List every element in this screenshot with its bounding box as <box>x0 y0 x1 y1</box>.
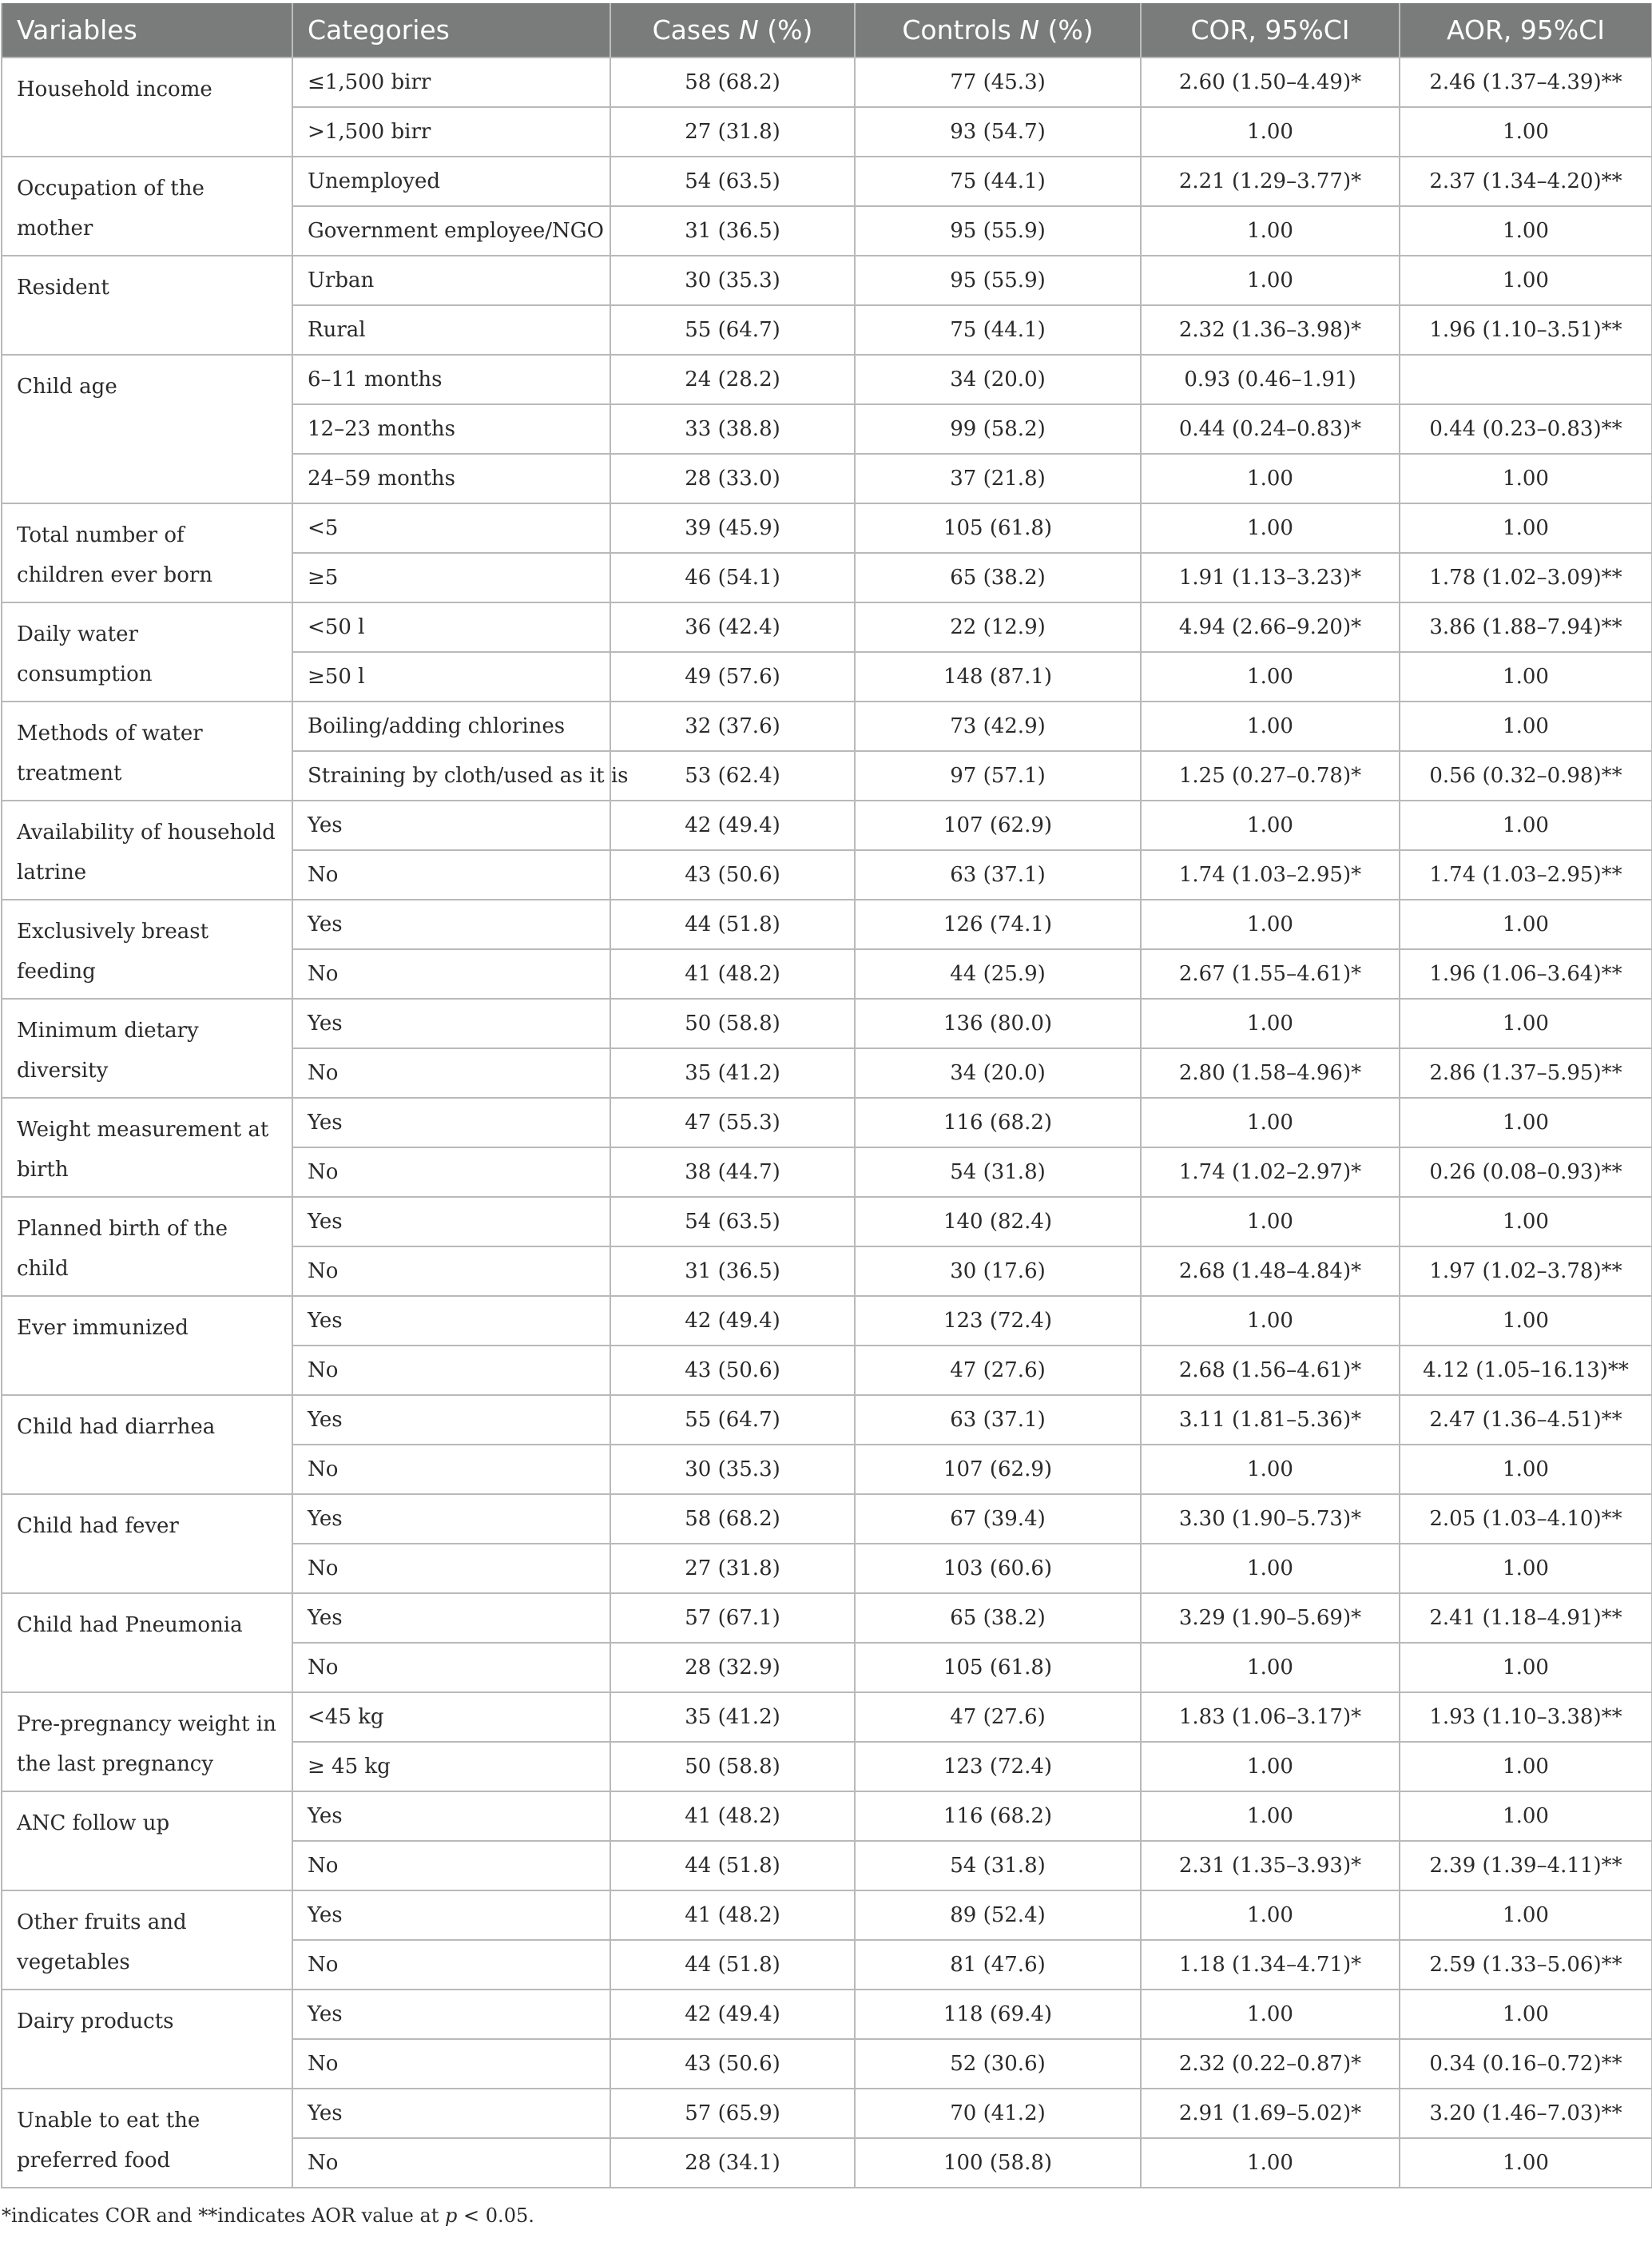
category-cell: 24–59 months <box>292 454 610 503</box>
aor-cell: 3.20 (1.46–7.03)** <box>1400 2089 1652 2138</box>
cases-cell: 35 (41.2) <box>610 1048 855 1098</box>
footnote: *indicates COR and **indicates AOR value at p < 0.05. <box>2 2204 534 2227</box>
cor-cell: 1.00 <box>1141 1296 1400 1346</box>
controls-cell: 75 (44.1) <box>855 157 1141 206</box>
aor-cell: 1.00 <box>1400 702 1652 751</box>
cases-cell: 58 (68.2) <box>610 1494 855 1544</box>
controls-cell: 123 (72.4) <box>855 1742 1141 1791</box>
table-row <box>2 355 1652 404</box>
table-row <box>2 1890 1652 1940</box>
category-cell: Yes <box>292 999 610 1048</box>
table-body <box>2 58 1652 2188</box>
controls-cell: 81 (47.6) <box>855 1940 1141 1990</box>
cor-cell: 1.00 <box>1141 206 1400 256</box>
cor-cell: 2.31 (1.35–3.93)* <box>1141 1841 1400 1890</box>
category-cell: Yes <box>292 1890 610 1940</box>
cor-cell: 1.91 (1.13–3.23)* <box>1141 553 1400 602</box>
variable-cell: Planned birth of the child <box>2 1197 292 1296</box>
aor-cell: 2.59 (1.33–5.06)** <box>1400 1940 1652 1990</box>
aor-cell: 2.05 (1.03–4.10)** <box>1400 1494 1652 1544</box>
controls-cell: 126 (74.1) <box>855 900 1141 949</box>
table-row <box>2 1296 1652 1346</box>
aor-cell: 1.00 <box>1400 503 1652 553</box>
table-row <box>2 157 1652 206</box>
cor-cell: 1.74 (1.02–2.97)* <box>1141 1147 1400 1197</box>
cases-cell: 44 (51.8) <box>610 1841 855 1890</box>
cases-cell: 42 (49.4) <box>610 1296 855 1346</box>
variable-cell: Dairy products <box>2 1990 292 2089</box>
controls-cell: 89 (52.4) <box>855 1890 1141 1940</box>
controls-cell: 63 (37.1) <box>855 1395 1141 1445</box>
table-row <box>2 602 1652 652</box>
cor-cell: 1.00 <box>1141 900 1400 949</box>
header-controls: Controls N (%) <box>855 3 1141 58</box>
cor-cell: 2.32 (0.22–0.87)* <box>1141 2039 1400 2089</box>
cases-cell: 43 (50.6) <box>610 1346 855 1395</box>
controls-cell: 75 (44.1) <box>855 305 1141 355</box>
controls-cell: 70 (41.2) <box>855 2089 1141 2138</box>
cases-cell: 30 (35.3) <box>610 256 855 305</box>
cases-cell: 28 (34.1) <box>610 2138 855 2188</box>
cor-cell: 1.00 <box>1141 999 1400 1048</box>
aor-cell: 1.00 <box>1400 1544 1652 1593</box>
cor-cell: 3.11 (1.81–5.36)* <box>1141 1395 1400 1445</box>
controls-cell: 47 (27.6) <box>855 1692 1141 1742</box>
cor-cell: 1.00 <box>1141 256 1400 305</box>
table-row <box>2 801 1652 850</box>
cases-cell: 35 (41.2) <box>610 1692 855 1742</box>
table-header <box>2 3 1652 58</box>
cases-cell: 39 (45.9) <box>610 503 855 553</box>
cases-cell: 27 (31.8) <box>610 107 855 157</box>
category-cell: 12–23 months <box>292 404 610 454</box>
cases-cell: 54 (63.5) <box>610 1197 855 1246</box>
aor-cell: 0.56 (0.32–0.98)** <box>1400 751 1652 801</box>
aor-cell: 1.00 <box>1400 1742 1652 1791</box>
cor-cell: 1.00 <box>1141 652 1400 702</box>
variable-cell: ANC follow up <box>2 1791 292 1890</box>
controls-cell: 95 (55.9) <box>855 206 1141 256</box>
controls-cell: 34 (20.0) <box>855 355 1141 404</box>
controls-cell: 22 (12.9) <box>855 602 1141 652</box>
aor-cell: 1.00 <box>1400 2138 1652 2188</box>
cases-cell: 31 (36.5) <box>610 206 855 256</box>
cases-cell: 32 (37.6) <box>610 702 855 751</box>
aor-cell: 1.00 <box>1400 1643 1652 1692</box>
cor-cell: 1.00 <box>1141 1890 1400 1940</box>
aor-cell <box>1400 355 1652 404</box>
cor-cell: 4.94 (2.66–9.20)* <box>1141 602 1400 652</box>
category-cell: No <box>292 1445 610 1494</box>
header-cor: COR, 95%CI <box>1141 3 1400 58</box>
aor-cell: 1.00 <box>1400 1098 1652 1147</box>
variable-cell: Other fruits and vegetables <box>2 1890 292 1990</box>
category-cell: 6–11 months <box>292 355 610 404</box>
cor-cell: 1.00 <box>1141 503 1400 553</box>
category-cell: ≥ 45 kg <box>292 1742 610 1791</box>
category-cell: No <box>292 2138 610 2188</box>
cor-cell: 2.67 (1.55–4.61)* <box>1141 949 1400 999</box>
aor-cell: 2.41 (1.18–4.91)** <box>1400 1593 1652 1643</box>
controls-cell: 95 (55.9) <box>855 256 1141 305</box>
category-cell: ≥5 <box>292 553 610 602</box>
cor-cell: 1.00 <box>1141 1791 1400 1841</box>
controls-cell: 123 (72.4) <box>855 1296 1141 1346</box>
aor-cell: 4.12 (1.05–16.13)** <box>1400 1346 1652 1395</box>
controls-cell: 37 (21.8) <box>855 454 1141 503</box>
aor-cell: 1.96 (1.10–3.51)** <box>1400 305 1652 355</box>
cor-cell: 1.00 <box>1141 107 1400 157</box>
cor-cell: 2.68 (1.48–4.84)* <box>1141 1246 1400 1296</box>
cor-cell: 1.00 <box>1141 454 1400 503</box>
category-cell: Yes <box>292 1098 610 1147</box>
category-cell: Yes <box>292 1296 610 1346</box>
table-row <box>2 2089 1652 2138</box>
cases-cell: 42 (49.4) <box>610 801 855 850</box>
controls-cell: 140 (82.4) <box>855 1197 1141 1246</box>
variable-cell: Child had fever <box>2 1494 292 1593</box>
cor-cell: 2.32 (1.36–3.98)* <box>1141 305 1400 355</box>
controls-cell: 105 (61.8) <box>855 1643 1141 1692</box>
cor-cell: 1.00 <box>1141 1197 1400 1246</box>
table-row <box>2 999 1652 1048</box>
controls-cell: 97 (57.1) <box>855 751 1141 801</box>
cases-cell: 44 (51.8) <box>610 900 855 949</box>
category-cell: Yes <box>292 900 610 949</box>
cor-cell: 1.00 <box>1141 1990 1400 2039</box>
table-row <box>2 900 1652 949</box>
category-cell: ≤1,500 birr <box>292 58 610 107</box>
controls-cell: 67 (39.4) <box>855 1494 1141 1544</box>
aor-cell: 1.97 (1.02–3.78)** <box>1400 1246 1652 1296</box>
cor-cell: 0.44 (0.24–0.83)* <box>1141 404 1400 454</box>
table-row <box>2 1791 1652 1841</box>
controls-cell: 116 (68.2) <box>855 1098 1141 1147</box>
cases-cell: 49 (57.6) <box>610 652 855 702</box>
category-cell: ≥50 l <box>292 652 610 702</box>
aor-cell: 1.74 (1.03–2.95)** <box>1400 850 1652 900</box>
category-cell: Yes <box>292 1197 610 1246</box>
category-cell: No <box>292 1147 610 1197</box>
controls-cell: 54 (31.8) <box>855 1841 1141 1890</box>
variable-cell: Availability of household latrine <box>2 801 292 900</box>
controls-cell: 107 (62.9) <box>855 1445 1141 1494</box>
controls-cell: 100 (58.8) <box>855 2138 1141 2188</box>
controls-cell: 52 (30.6) <box>855 2039 1141 2089</box>
table-row <box>2 58 1652 107</box>
cases-cell: 58 (68.2) <box>610 58 855 107</box>
aor-cell: 1.93 (1.10–3.38)** <box>1400 1692 1652 1742</box>
variable-cell: Occupation of the mother <box>2 157 292 256</box>
category-cell: No <box>292 1544 610 1593</box>
aor-cell: 0.34 (0.16–0.72)** <box>1400 2039 1652 2089</box>
aor-cell: 1.00 <box>1400 801 1652 850</box>
variable-cell: Total number of children ever born <box>2 503 292 602</box>
cases-cell: 36 (42.4) <box>610 602 855 652</box>
category-cell: Yes <box>292 1593 610 1643</box>
header-categories: Categories <box>292 3 610 58</box>
variable-cell: Methods of water treatment <box>2 702 292 801</box>
aor-cell: 2.47 (1.36–4.51)** <box>1400 1395 1652 1445</box>
cor-cell: 1.74 (1.03–2.95)* <box>1141 850 1400 900</box>
cases-cell: 55 (64.7) <box>610 305 855 355</box>
table-row <box>2 1494 1652 1544</box>
category-cell: Unemployed <box>292 157 610 206</box>
aor-cell: 2.37 (1.34–4.20)** <box>1400 157 1652 206</box>
category-cell: <45 kg <box>292 1692 610 1742</box>
category-cell: Yes <box>292 1395 610 1445</box>
controls-cell: 65 (38.2) <box>855 1593 1141 1643</box>
aor-cell: 1.78 (1.02–3.09)** <box>1400 553 1652 602</box>
cor-cell: 1.00 <box>1141 1445 1400 1494</box>
cases-cell: 54 (63.5) <box>610 157 855 206</box>
aor-cell: 1.00 <box>1400 652 1652 702</box>
aor-cell: 1.00 <box>1400 1296 1652 1346</box>
cases-cell: 57 (65.9) <box>610 2089 855 2138</box>
cor-cell: 1.00 <box>1141 1742 1400 1791</box>
variable-cell: Pre-pregnancy weight in the last pregnancy <box>2 1692 292 1791</box>
cases-cell: 43 (50.6) <box>610 850 855 900</box>
aor-cell: 1.00 <box>1400 1197 1652 1246</box>
category-cell: Rural <box>292 305 610 355</box>
variable-cell: Child had Pneumonia <box>2 1593 292 1692</box>
aor-cell: 2.39 (1.39–4.11)** <box>1400 1841 1652 1890</box>
category-cell: No <box>292 1643 610 1692</box>
variable-cell: Household income <box>2 58 292 157</box>
aor-cell: 2.46 (1.37–4.39)** <box>1400 58 1652 107</box>
cases-cell: 28 (32.9) <box>610 1643 855 1692</box>
header-variables: Variables <box>2 3 292 58</box>
aor-cell: 0.26 (0.08–0.93)** <box>1400 1147 1652 1197</box>
table-row <box>2 1197 1652 1246</box>
controls-cell: 93 (54.7) <box>855 107 1141 157</box>
aor-cell: 3.86 (1.88–7.94)** <box>1400 602 1652 652</box>
aor-cell: 1.00 <box>1400 107 1652 157</box>
controls-cell: 116 (68.2) <box>855 1791 1141 1841</box>
variable-cell: Unable to eat the preferred food <box>2 2089 292 2188</box>
category-cell: No <box>292 1841 610 1890</box>
cor-cell: 1.25 (0.27–0.78)* <box>1141 751 1400 801</box>
cases-cell: 33 (38.8) <box>610 404 855 454</box>
category-cell: Straining by cloth/used as it is <box>292 751 610 801</box>
cases-cell: 57 (67.1) <box>610 1593 855 1643</box>
cor-cell: 1.18 (1.34–4.71)* <box>1141 1940 1400 1990</box>
table-row <box>2 1990 1652 2039</box>
category-cell: Urban <box>292 256 610 305</box>
category-cell: Yes <box>292 1494 610 1544</box>
aor-cell: 1.00 <box>1400 1791 1652 1841</box>
category-cell: Boiling/adding chlorines <box>292 702 610 751</box>
category-cell: Yes <box>292 2089 610 2138</box>
controls-cell: 54 (31.8) <box>855 1147 1141 1197</box>
category-cell: Government employee/NGO <box>292 206 610 256</box>
cor-cell: 1.83 (1.06–3.17)* <box>1141 1692 1400 1742</box>
category-cell: <50 l <box>292 602 610 652</box>
aor-cell: 1.00 <box>1400 1890 1652 1940</box>
cases-cell: 41 (48.2) <box>610 949 855 999</box>
variable-cell: Child had diarrhea <box>2 1395 292 1494</box>
aor-cell: 2.86 (1.37–5.95)** <box>1400 1048 1652 1098</box>
cor-cell: 1.00 <box>1141 1098 1400 1147</box>
variable-cell: Weight measurement at birth <box>2 1098 292 1197</box>
controls-cell: 77 (45.3) <box>855 58 1141 107</box>
controls-cell: 99 (58.2) <box>855 404 1141 454</box>
aor-cell: 1.00 <box>1400 900 1652 949</box>
table-row <box>2 1692 1652 1742</box>
cor-cell: 2.80 (1.58–4.96)* <box>1141 1048 1400 1098</box>
cor-cell: 1.00 <box>1141 2138 1400 2188</box>
cases-cell: 46 (54.1) <box>610 553 855 602</box>
category-cell: No <box>292 1346 610 1395</box>
controls-cell: 118 (69.4) <box>855 1990 1141 2039</box>
table-row <box>2 503 1652 553</box>
cases-cell: 24 (28.2) <box>610 355 855 404</box>
aor-cell: 1.96 (1.06–3.64)** <box>1400 949 1652 999</box>
cases-cell: 27 (31.8) <box>610 1544 855 1593</box>
cor-cell: 1.00 <box>1141 1544 1400 1593</box>
category-cell: No <box>292 1940 610 1990</box>
cases-cell: 50 (58.8) <box>610 1742 855 1791</box>
aor-cell: 1.00 <box>1400 454 1652 503</box>
cases-cell: 50 (58.8) <box>610 999 855 1048</box>
controls-cell: 136 (80.0) <box>855 999 1141 1048</box>
cases-cell: 53 (62.4) <box>610 751 855 801</box>
aor-cell: 1.00 <box>1400 999 1652 1048</box>
cases-cell: 55 (64.7) <box>610 1395 855 1445</box>
cases-cell: 31 (36.5) <box>610 1246 855 1296</box>
cases-cell: 41 (48.2) <box>610 1791 855 1841</box>
table-row <box>2 1593 1652 1643</box>
cor-cell: 2.21 (1.29–3.77)* <box>1141 157 1400 206</box>
category-cell: No <box>292 850 610 900</box>
controls-cell: 30 (17.6) <box>855 1246 1141 1296</box>
category-cell: Yes <box>292 1791 610 1841</box>
controls-cell: 148 (87.1) <box>855 652 1141 702</box>
cases-cell: 41 (48.2) <box>610 1890 855 1940</box>
cor-cell: 1.00 <box>1141 1643 1400 1692</box>
controls-cell: 107 (62.9) <box>855 801 1141 850</box>
header-row <box>2 3 1652 58</box>
cor-cell: 2.91 (1.69–5.02)* <box>1141 2089 1400 2138</box>
header-aor: AOR, 95%CI <box>1400 3 1652 58</box>
header-cases: Cases N (%) <box>610 3 855 58</box>
cases-cell: 44 (51.8) <box>610 1940 855 1990</box>
variable-cell: Minimum dietary diversity <box>2 999 292 1098</box>
cases-cell: 42 (49.4) <box>610 1990 855 2039</box>
aor-cell: 1.00 <box>1400 256 1652 305</box>
category-cell: No <box>292 2039 610 2089</box>
cases-cell: 43 (50.6) <box>610 2039 855 2089</box>
aor-cell: 0.44 (0.23–0.83)** <box>1400 404 1652 454</box>
category-cell: >1,500 birr <box>292 107 610 157</box>
cor-cell: 2.60 (1.50–4.49)* <box>1141 58 1400 107</box>
aor-cell: 1.00 <box>1400 1445 1652 1494</box>
controls-cell: 47 (27.6) <box>855 1346 1141 1395</box>
category-cell: <5 <box>292 503 610 553</box>
cases-cell: 47 (55.3) <box>610 1098 855 1147</box>
aor-cell: 1.00 <box>1400 1990 1652 2039</box>
cor-cell: 3.29 (1.90–5.69)* <box>1141 1593 1400 1643</box>
table-row <box>2 1098 1652 1147</box>
variable-cell: Ever immunized <box>2 1296 292 1395</box>
cor-cell: 1.00 <box>1141 801 1400 850</box>
controls-cell: 65 (38.2) <box>855 553 1141 602</box>
cor-cell: 0.93 (0.46–1.91) <box>1141 355 1400 404</box>
controls-cell: 34 (20.0) <box>855 1048 1141 1098</box>
variable-cell: Resident <box>2 256 292 355</box>
category-cell: Yes <box>292 1990 610 2039</box>
cases-cell: 28 (33.0) <box>610 454 855 503</box>
table-row <box>2 1395 1652 1445</box>
controls-cell: 103 (60.6) <box>855 1544 1141 1593</box>
controls-cell: 73 (42.9) <box>855 702 1141 751</box>
results-table <box>1 3 1652 2188</box>
cases-cell: 38 (44.7) <box>610 1147 855 1197</box>
cor-cell: 2.68 (1.56–4.61)* <box>1141 1346 1400 1395</box>
cor-cell: 3.30 (1.90–5.73)* <box>1141 1494 1400 1544</box>
category-cell: No <box>292 1048 610 1098</box>
cor-cell: 1.00 <box>1141 702 1400 751</box>
aor-cell: 1.00 <box>1400 206 1652 256</box>
table-row <box>2 702 1652 751</box>
controls-cell: 63 (37.1) <box>855 850 1141 900</box>
cases-cell: 30 (35.3) <box>610 1445 855 1494</box>
controls-cell: 44 (25.9) <box>855 949 1141 999</box>
category-cell: No <box>292 1246 610 1296</box>
category-cell: Yes <box>292 801 610 850</box>
controls-cell: 105 (61.8) <box>855 503 1141 553</box>
variable-cell: Daily water consumption <box>2 602 292 702</box>
category-cell: No <box>292 949 610 999</box>
table-row <box>2 256 1652 305</box>
variable-cell: Exclusively breast feeding <box>2 900 292 999</box>
variable-cell: Child age <box>2 355 292 503</box>
